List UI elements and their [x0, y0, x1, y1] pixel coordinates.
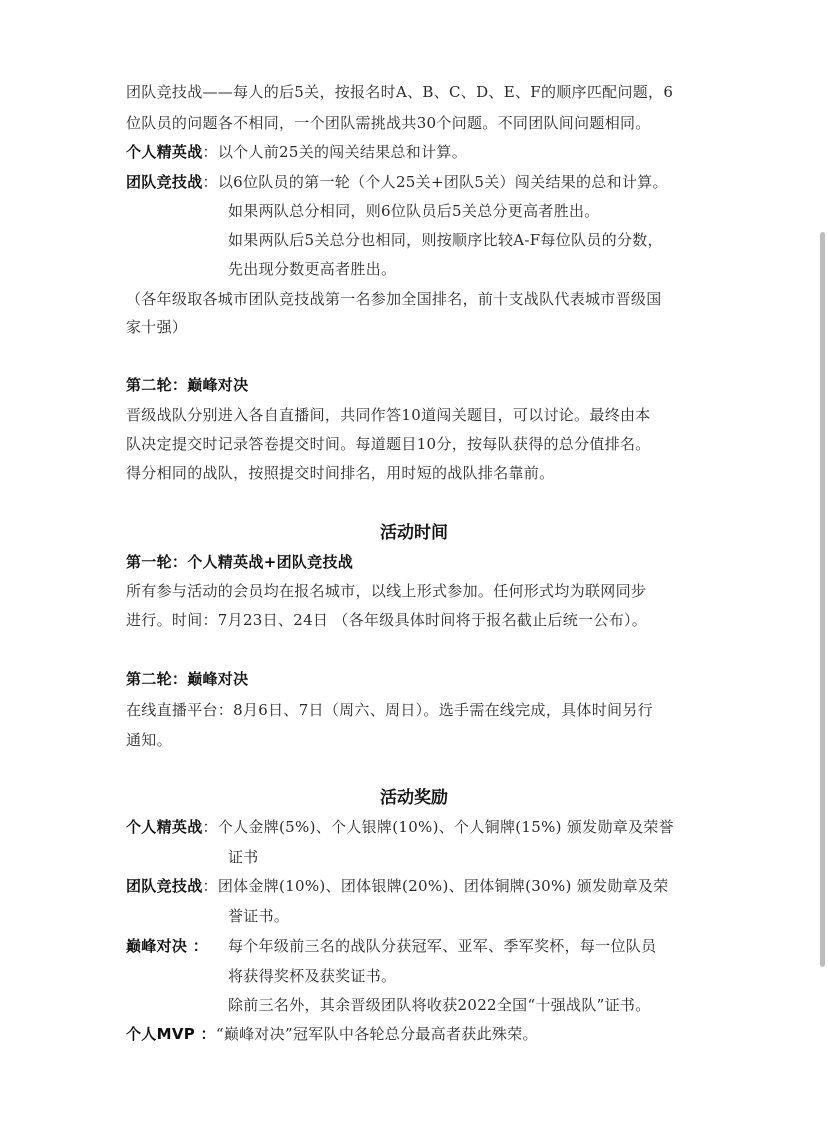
rewards-individual: [126, 817, 674, 837]
rewards-peak-line1: 每个年级前三名的战队分获冠军、亚军、季军奖杯，每一位队员: [228, 937, 657, 955]
scoring-individual-label: 个人精英战: [126, 143, 203, 161]
team-battle-intro-line2: 位队员的问题各不相同，一个团队需挑战共30个问题。不同团队间问题相同。: [126, 114, 651, 132]
rewards-individual-label: 个人精英战: [126, 818, 203, 836]
scoring-team-tie2-line1: 如果两队后5关总分也相同，则按顺序比较A-F每位队员的分数，: [228, 231, 663, 249]
rewards-peak-line2: 将获得奖杯及获奖证书。: [228, 967, 397, 985]
scoring-team-tie2-line2: 先出现分数更高者胜出。: [228, 260, 397, 278]
activity-round2-title: 第二轮：巅峰对决: [126, 670, 249, 688]
activity-round2-line1: 在线直播平台：8月6日、7日（周六、周日）。选手需在线完成，具体时间另行: [126, 701, 653, 719]
round2-line2: 队决定提交时记录答卷提交时间。每道题目10分，按每队获得的总分值排名。: [126, 435, 651, 453]
scoring-individual: [126, 142, 467, 162]
round2-line1: 晋级战队分别进入各自直播间，共同作答10道闯关题目，可以讨论。最终由本: [126, 406, 651, 424]
rewards-mvp-text: “巅峰对决”冠军队中各轮总分最高者获此殊荣。: [215, 1025, 538, 1043]
activity-round1-line1: 所有参与活动的会员均在报名城市，以线上形式参加。任何形式均为联网同步: [126, 582, 647, 600]
round2-title: 第二轮：巅峰对决: [126, 376, 249, 394]
rewards-peak-line3: 除前三名外，其余晋级团队将收获2022全国“十强战队”证书。: [228, 996, 651, 1014]
rewards-individual-line1: ：个人金牌(5%)、个人银牌(10%)、个人铜牌(15%) 颁发勋章及荣誉: [202, 818, 674, 836]
scoring-individual-text: ：以个人前25关的闯关结果总和计算。: [202, 143, 468, 161]
activity-round2-line2: 通知。: [126, 731, 172, 749]
team-battle-intro-line1: 团队竞技战——每人的后5关，按报名时A、B、C、D、E、F的顺序匹配问题，6: [126, 83, 674, 101]
scoring-team-label: 团队竞技战: [126, 173, 203, 191]
rewards-team-label: 团队竞技战: [126, 877, 203, 895]
rewards-team-line2: 誉证书。: [228, 907, 290, 925]
scoring-note-line1: （各年级取各城市团队竞技战第一名参加全国排名，前十支战队代表城市晋级国: [126, 290, 662, 308]
rewards-mvp: [126, 1024, 538, 1044]
scoring-note-line2: 家十强）: [126, 318, 188, 336]
rewards-team: [126, 876, 669, 896]
scoring-team: [126, 172, 668, 192]
rewards-team-line1: ：团体金牌(10%)、团体银牌(20%)、团体铜牌(30%) 颁发勋章及荣: [202, 877, 669, 895]
scoring-team-tie1: 如果两队总分相同，则6位队员后5关总分更高者胜出。: [228, 202, 600, 220]
rewards-peak-label: 巅峰对决 ：: [126, 937, 209, 955]
scoring-team-text: ：以6位队员的第一轮（个人25关+团队5关）闯关结果的总和计算。: [202, 173, 668, 191]
rewards-mvp-label: 个人MVP ：: [126, 1025, 216, 1043]
activity-round1-title: 第一轮：个人精英战+团队竞技战: [126, 553, 354, 571]
activity-time-heading: 活动时间: [380, 523, 448, 543]
vertical-scrollbar[interactable]: [820, 232, 825, 967]
rewards-heading: 活动奖励: [380, 788, 448, 808]
round2-line3: 得分相同的战队，按照提交时间排名，用时短的战队排名靠前。: [126, 464, 555, 482]
rewards-individual-line2: 证书: [228, 848, 259, 866]
activity-round1-line2: 进行。时间：7月23日、24日 （各年级具体时间将于报名截止后统一公布）。: [126, 611, 648, 629]
